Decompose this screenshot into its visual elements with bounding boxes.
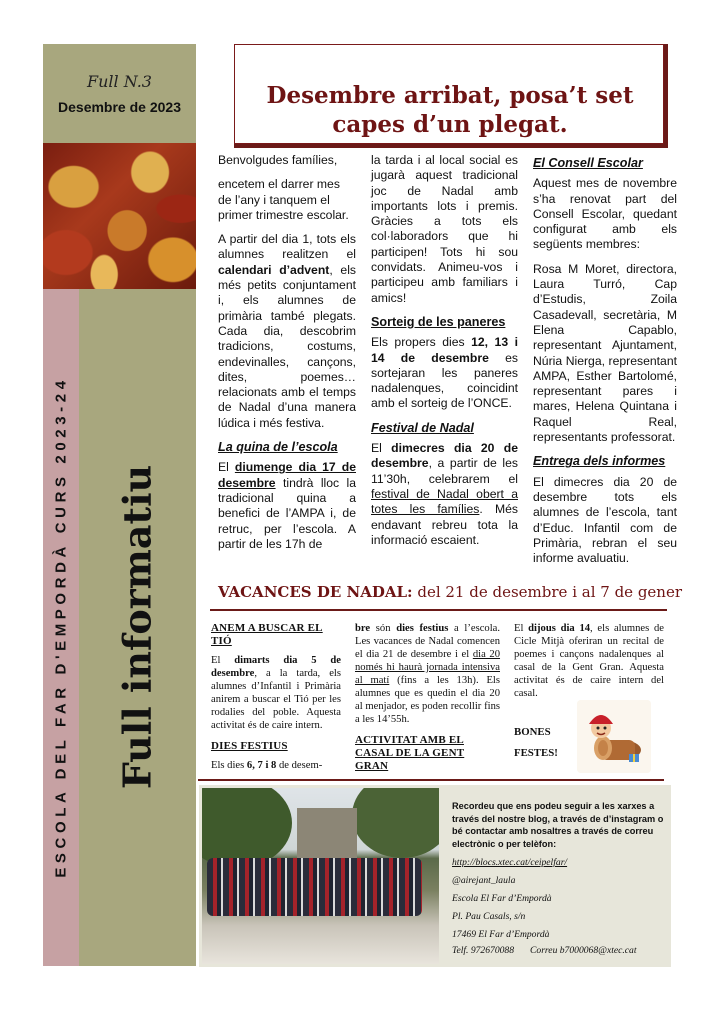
address: Pl. Pau Casals, s/n [452, 911, 526, 922]
informes-paragraph: El dimecres dia 20 de desembre tots els alumnes de l’escola, tant d’Educ. Infantil com de Primària, rebran el seu informe avaluatiu. [533, 474, 677, 566]
article-column-1 [218, 153, 356, 561]
school-name: Escola El Far d’Empordà [452, 893, 552, 904]
festival-paragraph: El dimecres dia 20 de desembre, a partir de les 11’30h, celebrarem el festival de Nadal obert a totes les famílies. Més endavant rebreu tota la informació escaient. [371, 441, 518, 547]
issue-number: Full N.3 [87, 72, 152, 91]
divider-rule [210, 609, 667, 611]
email: Correu b7000068@xtec.cat [530, 945, 637, 956]
autumn-leaves-image [43, 143, 196, 289]
lower-column-2 [355, 622, 500, 779]
advent-paragraph: A partir del dia 1, tots els alumnes realitzen el calendari d’advent, els més petits conjuntament i, els alumnes de primària també plegats. Cada dia, descobrim tradicions, costums, endevinalles, cançons, dites, poemes… relacionats amb el temps de Nadal d’una manera lúdica i més festiva. [218, 232, 356, 430]
greeting-bones-festes: BONES FESTES! [514, 726, 558, 759]
headline [243, 81, 657, 139]
headline-line-2: capes d’un plegat. [332, 111, 568, 138]
holidays-banner: VACANCES DE NADAL: del 21 de desembre i al 7 de gener [218, 583, 683, 601]
footer-rule [198, 779, 664, 781]
informes-heading: Entrega dels informes [533, 454, 666, 469]
headline-line-1: Desembre arribat, posa’t set [266, 82, 634, 109]
instagram-handle: @airejant_laula [452, 875, 516, 886]
intro-paragraph: encetem el darrer mes de l’any i tanquem el primer trimestre escolar. [218, 177, 349, 222]
lower-column-1 [211, 622, 341, 780]
tio-heading: ANEM A BUSCAR EL TIÓ [211, 622, 323, 647]
blog-link[interactable]: http://blocs.xtec.cat/ceipelfar/ [452, 857, 568, 868]
festius-paragraph: Els dies 6, 7 i 8 de desem- [211, 760, 323, 771]
group-photo [202, 788, 439, 964]
tio-paragraph: El dimarts dia 5 de desembre, a la tarda, els alumnes d’Infantil i Primària anirem a buscar el Tió per les rodalies del poble. Aquesta activitat és de caire intern. [211, 655, 341, 731]
greeting: Benvolgudes famílies, [218, 153, 338, 167]
festival-heading: Festival de Nadal [371, 420, 474, 435]
school-name-vertical: ESCOLA DEL FAR D'EMPORDÀ CURS 2023-24 [52, 376, 70, 878]
festius-continued: bre són dies festius a l’escola. Les vacances de Nadal comencen el dia 21 de desembre i el dia 20 només hi haurà jornada intensiva al matí (fins a les 13h). Els alumnes que es quedin el dia 20 al menjador, es poden recollir fins a les 14’55h. [355, 623, 501, 725]
article-column-2 [371, 153, 518, 557]
festius-heading: DIES FESTIUS [211, 740, 288, 752]
sorteig-paragraph: Els propers dies 12, 13 i 14 de desembre es sortejaran les paneres nadalenques, coincidint amb el sorteig de l’ONCE. [371, 335, 518, 411]
quina-heading: La quina de l’escola [218, 440, 338, 455]
quina-paragraph: El diumenge dia 17 de desembre tindrà lloc la tradicional quina a benefici de l’AMPA i, de retruc, per l’escola. A partir de les 17h de [218, 460, 356, 551]
postal-code: 17469 El Far d’Empordà [452, 929, 550, 940]
consell-heading: El Consell Escolar [533, 156, 643, 170]
sorteig-heading: Sorteig de les paneres [371, 314, 506, 329]
consell-members: Rosa M Moret, directora, Laura Turró, Cap d’Estudis, Zoila Casadevall, secretària, M Elena Capablo, representant Ajuntament, Núria Nierga, representant AMPA, Esther Bartolomé, representant pares i mares, Helena Quintana i Raquel Real, representants professorat. [533, 261, 677, 445]
contact-footer [199, 785, 671, 967]
casal-paragraph: El dijous dia 14, els alumnes de Cicle Mitjà oferiran un recital de poemes i cançons nadalenques al casal de la Gent Gran. Aquesta activitat és de caire intern del casal. [514, 623, 664, 699]
newsletter-title: Full informatiu [114, 464, 160, 790]
activitat-heading: ACTIVITAT AMB EL CASAL DE LA GENT GRAN [355, 734, 465, 772]
article-column-3 [533, 153, 677, 575]
issue-panel [43, 44, 196, 143]
footer-intro: Recordeu que ens podeu seguir a les xarxes a través del nostre blog, a través de d’instagram o bé contactar amb nosaltres a través de correu electrònic o per telèfon: [452, 801, 664, 849]
lower-column-3 [514, 622, 664, 708]
phone: Telf. 972670088 [452, 945, 515, 956]
tio-illustration [577, 700, 651, 773]
headline-box [234, 44, 664, 144]
consell-intro: Aquest mes de novembre s’ha renovat part del Consell Escolar, quedant configurat amb els següents membres: [533, 176, 677, 252]
quina-continued: la tarda i al local social es jugarà aquest tradicional joc de Nadal amb importants lots i premis. Gràcies a tots els col·laboradors que hi participen! Tots hi sou convidats. Animeu-vos i participeu amb familiars i amics! [371, 153, 518, 305]
issue-date: Desembre de 2023 [58, 99, 181, 115]
